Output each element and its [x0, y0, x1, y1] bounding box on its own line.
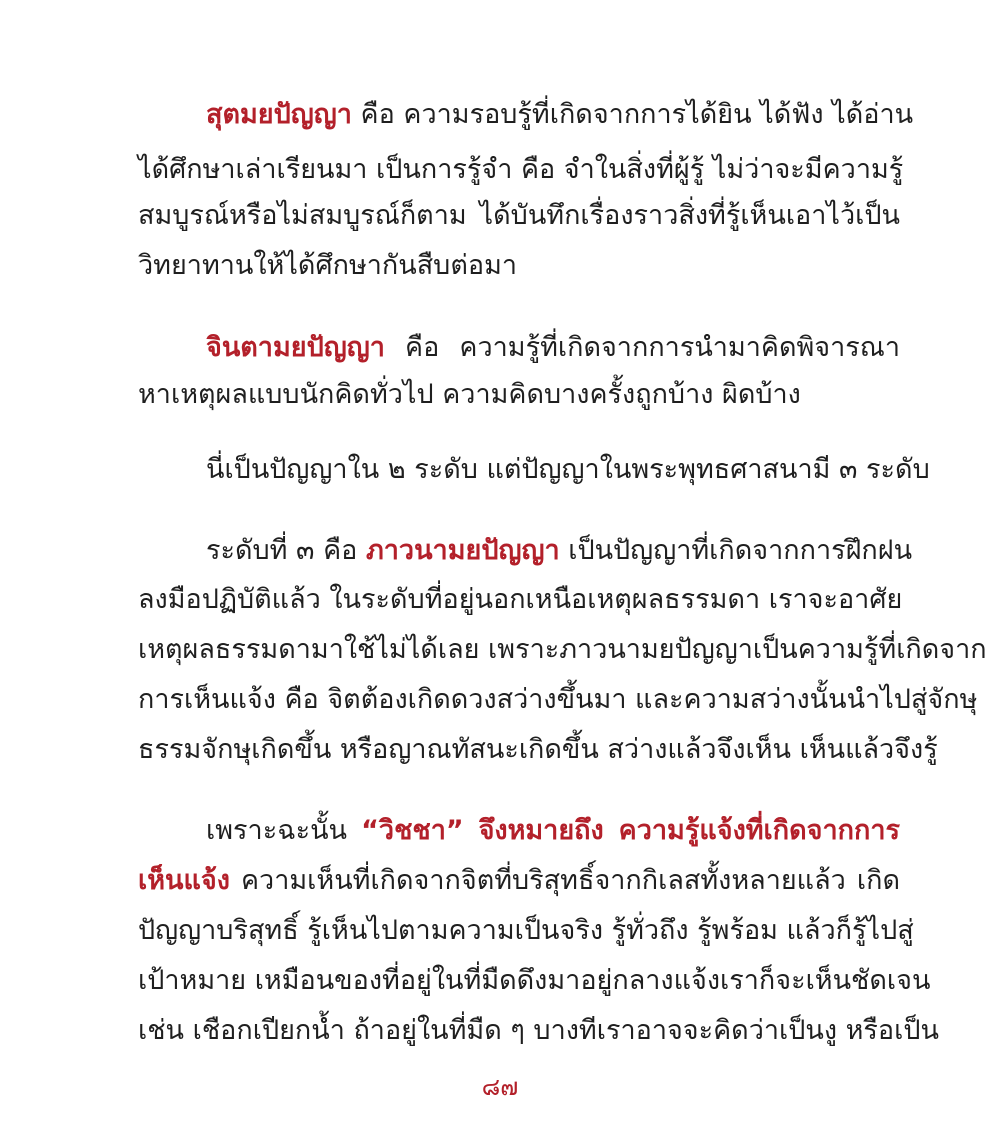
paragraph-5-line-5: เช่น เชือกเปียกน้ำ ถ้าอยู่ในที่มืด ๆ บางทีเราอาจจะคิดว่าเป็นงู หรือเป็น	[138, 1015, 939, 1046]
paragraph-5-line-4: เป้าหมาย เหมือนของที่อยู่ในที่มืดดึงมาอยู่กลางแจ้งเราก็จะเห็นชัดเจน	[138, 965, 931, 996]
paragraph-5-line-2	[138, 863, 900, 899]
term-sutamaya-panya: สุตมยปัญญา	[206, 99, 352, 130]
paragraph-3-line-1: นี่เป็นปัญญาใน ๒ ระดับ แต่ปัญญาในพระพุทธศาสนามี ๓ ระดับ	[206, 454, 930, 485]
paragraph-5-line-3: ปัญญาบริสุทธิ์ รู้เห็นไปตามความเป็นจริง รู้ทั่วถึง รู้พร้อม แล้วก็รู้ไปสู่	[138, 915, 914, 946]
paragraph-4-line-1	[206, 533, 913, 569]
paragraph-4-line-1-prefix: ระดับที่ ๓ คือ	[206, 535, 366, 566]
paragraph-1-line-3: สมบูรณ์หรือไม่สมบูรณ์ก็ตาม ได้บันทึกเรื่องราวสิ่งที่รู้เห็นเอาไว้เป็น	[138, 200, 900, 231]
term-vijja-definition: “วิชชา” จึงหมายถึง ความรู้แจ้งที่เกิดจากการ	[361, 815, 900, 846]
paragraph-4-line-4: การเห็นแจ้ง คือ จิตต้องเกิดดวงสว่างขึ้นมา และความสว่างนั้นนำไปสู่จักษุ	[138, 684, 978, 715]
paragraph-1-line-4: วิทยาทานให้ได้ศึกษากันสืบต่อมา	[138, 250, 518, 281]
paragraph-4-line-1-text: เป็นปัญญาที่เกิดจากการฝึกฝน	[559, 535, 913, 566]
paragraph-5-line-1-prefix: เพราะฉะนั้น	[206, 815, 362, 846]
paragraph-2-line-2: หาเหตุผลแบบนักคิดทั่วไป ความคิดบางครั้งถูกบ้าง ผิดบ้าง	[138, 379, 801, 410]
paragraph-1-line-1	[206, 97, 914, 133]
term-bhavanamaya-panya: ภาวนามยปัญญา	[365, 535, 560, 566]
term-hen-jaeng: เห็นแจ้ง	[138, 865, 230, 896]
paragraph-4-line-2: ลงมือปฏิบัติแล้ว ในระดับที่อยู่นอกเหนือเหตุผลธรรมดา เราจะอาศัย	[138, 584, 903, 615]
term-jintamaya-panya: จินตามยปัญญา	[206, 332, 385, 363]
paragraph-1-line-1-text: คือ ความรอบรู้ที่เกิดจากการได้ยิน ได้ฟัง ได้อ่าน	[351, 99, 914, 130]
paragraph-2-line-1	[206, 330, 900, 366]
paragraph-1-line-2: ได้ศึกษาเล่าเรียนมา เป็นการรู้จำ คือ จำในสิ่งที่ผู้รู้ ไม่ว่าจะมีความรู้	[138, 154, 904, 185]
paragraph-2-line-1-text: คือ ความรู้ที่เกิดจากการนำมาคิดพิจารณา	[384, 332, 900, 363]
paragraph-4-line-3: เหตุผลธรรมดามาใช้ไม่ได้เลย เพราะภาวนามยปัญญาเป็นความรู้ที่เกิดจาก	[138, 634, 987, 665]
page-number: ๘๗	[481, 1073, 519, 1101]
paragraph-4-line-5: ธรรมจักษุเกิดขึ้น หรือญาณทัสนะเกิดขึ้น สว่างแล้วจึงเห็น เห็นแล้วจึงรู้	[138, 734, 938, 765]
paragraph-5-line-2-text: ความเห็นที่เกิดจากจิตที่บริสุทธิ์จากกิเลสทั้งหลายแล้ว เกิด	[229, 865, 900, 896]
paragraph-5-line-1	[206, 813, 900, 849]
